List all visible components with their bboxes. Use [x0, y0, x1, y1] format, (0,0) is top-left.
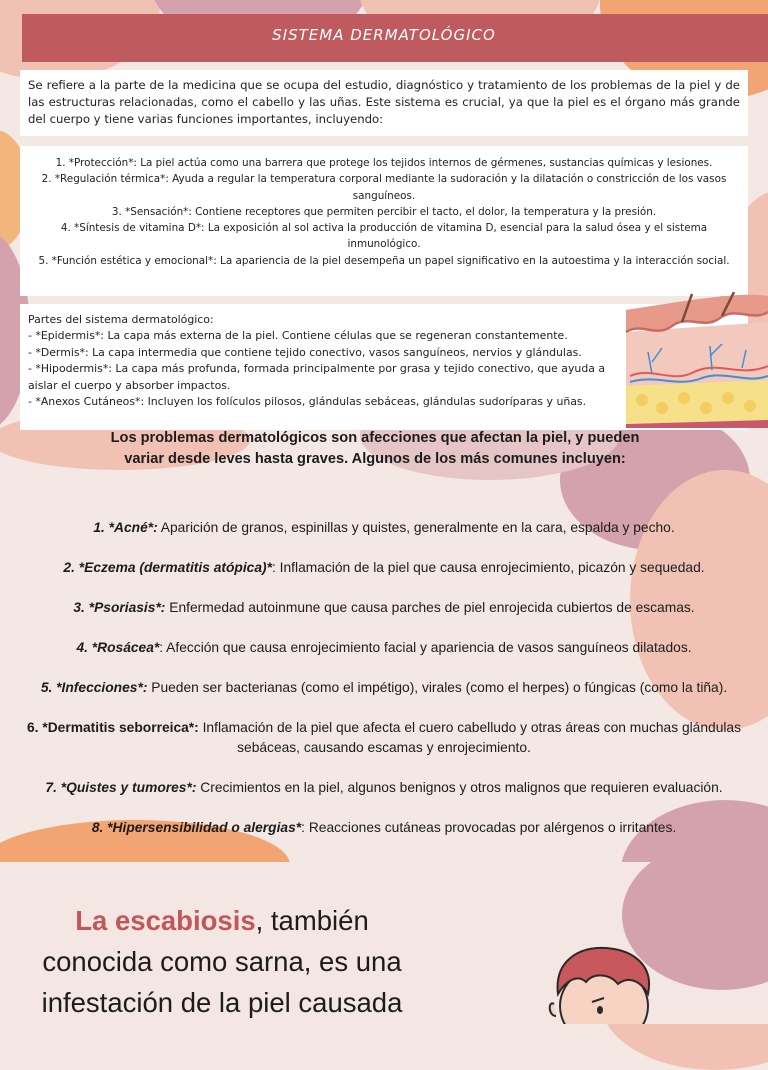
- problem-item: [0, 598, 768, 618]
- parts-item: - *Epidermis*: La capa más externa de la piel. Contiene células que se regeneran constantemente.: [28, 329, 568, 343]
- parts-item: - *Dermis*: La capa intermedia que contiene tejido conectivo, vasos sanguíneos, nervios y glándulas.: [28, 345, 582, 359]
- problem-item: [0, 678, 768, 698]
- character-eye: [597, 1006, 603, 1014]
- problem-item: [0, 638, 768, 658]
- scabies-text: , también conocida como sarna, es una infestación de la piel causada: [41, 905, 403, 1018]
- problem-title: 5. *Infecciones*:: [40, 680, 148, 695]
- problem-title: 1. *Acné*:: [93, 520, 158, 535]
- problem-text: Pueden ser bacterianas (como el impétigo), virales (como el herpes) o fúngicas (como la tiña).: [147, 680, 728, 695]
- function-item: 3. *Sensación*: Contiene receptores que permiten percibir el tacto, el dolor, la temperatura y la presión.: [111, 205, 657, 218]
- character-ear: [550, 1003, 556, 1016]
- problem-text: : Afección que causa enrojecimiento facial y apariencia de vasos sanguíneos dilatados.: [159, 640, 692, 655]
- scabies-paragraph: [22, 900, 422, 1023]
- problem-item: [0, 558, 768, 578]
- functions-card: [20, 146, 748, 296]
- intro-card: [20, 70, 748, 136]
- function-item: 2. *Regulación térmica*: Ayuda a regular la temperatura corporal mediante la sudoración y la dilatación o constricción de los vasos sanguíneos.: [41, 173, 727, 202]
- problem-text: : Reacciones cutáneas provocadas por alérgenos o irritantes.: [301, 820, 677, 835]
- problem-title: 2. *Eczema (dermatitis atópica)*: [63, 560, 272, 575]
- problem-title: 7. *Quistes y tumores*:: [45, 780, 197, 795]
- problems-intro: Los problemas dermatológicos son afecciones que afectan la piel, y pueden variar desde leves hasta graves. Algunos de los más comunes incluyen:: [110, 430, 640, 467]
- problem-item: [0, 818, 768, 838]
- problem-item: [0, 718, 768, 758]
- scabies-highlight: La escabiosis: [75, 905, 256, 936]
- skin-layers-illustration: [622, 292, 768, 428]
- function-item: 5. *Función estética y emocional*: La apariencia de la piel desempeña un papel significativo en la autoestima y la interacción social.: [38, 254, 730, 267]
- problem-item: [0, 518, 768, 538]
- problem-text: Enfermedad autoinmune que causa parches de piel enrojecida cubiertos de escamas.: [165, 600, 695, 615]
- skin-dermis: [626, 322, 768, 386]
- problem-title: 4. *Rosácea*: [76, 640, 160, 655]
- function-item: 1. *Protección*: La piel actúa como una barrera que protege los tejidos internos de gérmenes, sustancias químicas y lesiones.: [55, 157, 713, 169]
- problem-title: 6. *Dermatitis seborreica*:: [26, 720, 199, 735]
- function-item: 4. *Síntesis de vitamina D*: La exposición al sol activa la producción de vitamina D, esencial para la salud ósea y el sistema inmunológico.: [60, 222, 708, 251]
- parts-item: - *Anexos Cutáneos*: Incluyen los folículos pilosos, glándulas sebáceas, glándulas sudoríparas y uñas.: [28, 395, 587, 409]
- problem-title: 3. *Psoriasis*:: [73, 600, 166, 615]
- problem-item: [0, 778, 768, 798]
- intro-text: Se refiere a la parte de la medicina que se ocupa del estudio, diagnóstico y tratamiento de los problemas de la piel y de las estructuras relacionadas, como el cabello y las uñas. Este sistema es crucial, ya que la piel es el órgano más grande del cuerpo y tiene varias funciones importantes, incluyendo:: [28, 78, 740, 126]
- problem-text: Crecimientos en la piel, algunos benignos y otros malignos que requieren evaluación.: [196, 780, 723, 795]
- parts-heading: Partes del sistema dermatológico:: [28, 313, 214, 326]
- problem-text: : Inflamación de la piel que causa enrojecimiento, picazón y sequedad.: [272, 560, 705, 575]
- problem-text: Aparición de granos, espinillas y quistes, generalmente en la cara, espalda y pecho.: [157, 520, 675, 535]
- worried-character-illustration: [548, 944, 658, 1024]
- problem-title: 8. *Hipersensibilidad o alergias*: [91, 820, 302, 835]
- problem-text: Inflamación de la piel que afecta el cuero cabelludo y otras áreas con muchas glándulas sebáceas, causando escamas y enrojecimiento.: [198, 720, 742, 755]
- page-title: SISTEMA DERMATOLÓGICO: [272, 26, 496, 44]
- parts-item: - *Hipodermis*: La capa más profunda, formada principalmente por grasa y tejido conectivo, que ayuda a aislar el cuerpo y absorber impactos.: [28, 362, 606, 392]
